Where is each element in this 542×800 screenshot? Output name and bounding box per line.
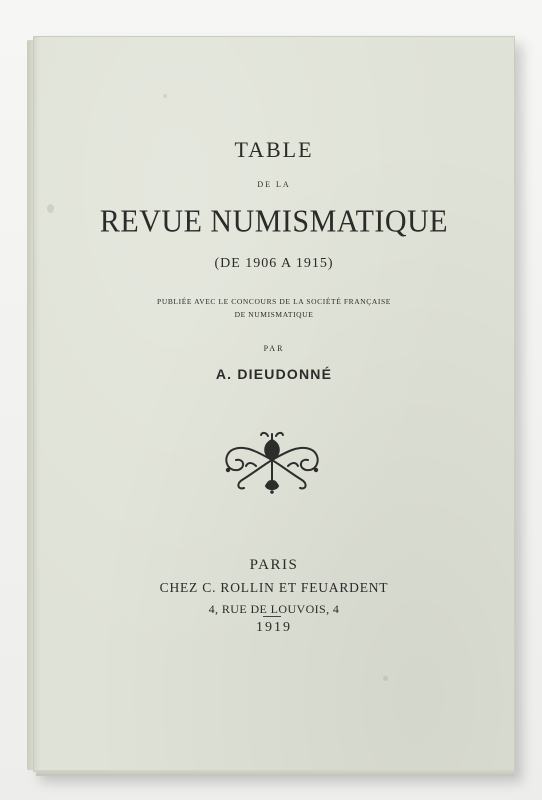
author-name: A. DIEUDONNÉ — [215, 366, 333, 382]
publication-year: 1919 — [256, 620, 292, 635]
year-divider-rule — [263, 616, 281, 617]
title-connector: DE LA — [257, 180, 291, 189]
publication-city: PARIS — [249, 557, 299, 573]
publisher-address: 4, RUE DE LOUVOIS, 4 — [208, 602, 340, 616]
floral-fleuron-icon — [218, 430, 326, 494]
paper-stain — [383, 676, 388, 681]
publication-note-line1: PUBLIÉE AVEC LE CONCOURS DE LA SOCIÉTÉ FRANÇAISE — [157, 297, 391, 306]
by-label: PAR — [263, 344, 285, 353]
title-table: TABLE — [234, 137, 314, 162]
paper-stain — [163, 94, 167, 98]
page-block-edge — [36, 770, 514, 776]
publisher-name: CHEZ C. ROLLIN ET FEUARDENT — [159, 580, 389, 595]
main-title: REVUE NUMISMATIQUE — [99, 204, 449, 239]
publication-note-line2: DE NUMISMATIQUE — [234, 310, 314, 319]
date-range: (DE 1906 A 1915) — [214, 256, 334, 271]
